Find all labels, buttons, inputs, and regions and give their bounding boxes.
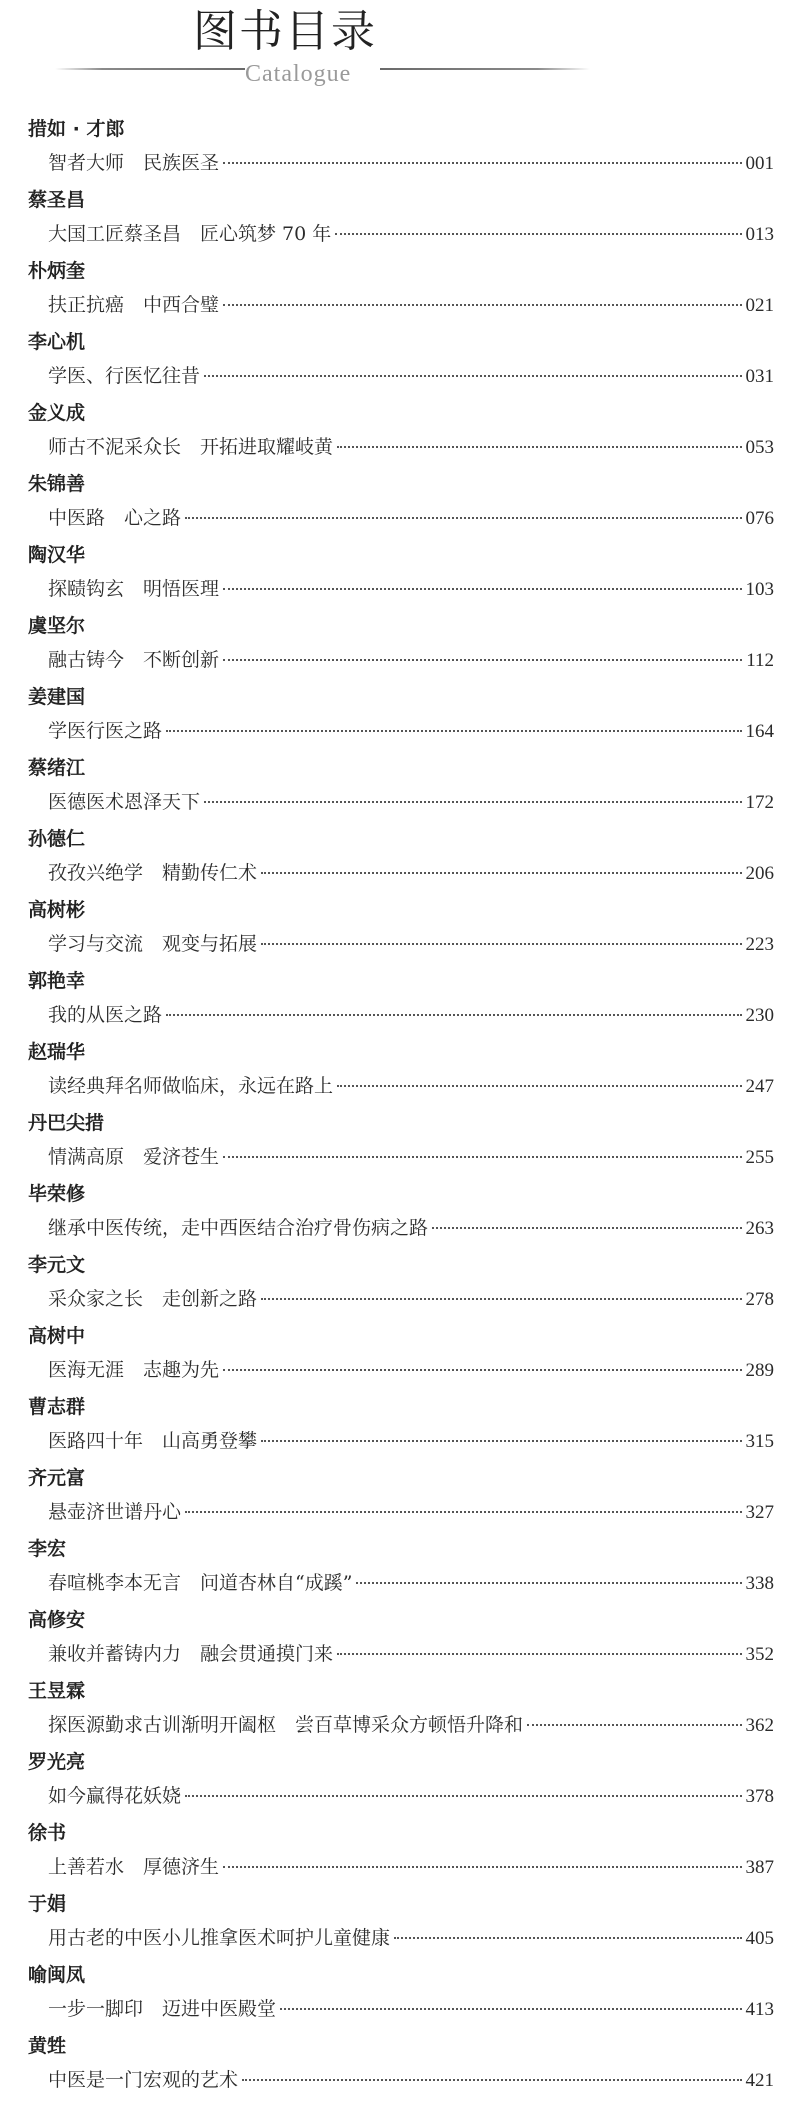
- toc-page-number: 031: [745, 366, 774, 387]
- toc-entry: [28, 1814, 778, 1885]
- toc-author: 高修安: [28, 1609, 86, 1631]
- toc-title-line[interactable]: [48, 1004, 774, 1028]
- toc-entry: [28, 962, 778, 1033]
- toc-author: 王昱霖: [28, 1680, 86, 1702]
- toc-title-line[interactable]: [48, 294, 774, 318]
- toc-entry: [28, 323, 778, 394]
- catalogue-header: [0, 0, 800, 110]
- toc-article-title: 智者大师 民族医圣: [48, 152, 220, 174]
- toc-title-line[interactable]: [48, 1288, 774, 1312]
- toc-entry: [28, 820, 778, 891]
- toc-page-number: 378: [745, 1786, 774, 1807]
- toc-dot-leader: [185, 1795, 741, 1797]
- toc-title-line[interactable]: [48, 1998, 774, 2022]
- toc-entry: [28, 607, 778, 678]
- toc-article-title: 中医路 心之路: [48, 507, 182, 529]
- toc-page-number: 413: [745, 1999, 774, 2020]
- toc-article-title: 医海无涯 志趣为先: [48, 1359, 220, 1381]
- toc-page-number: 172: [745, 792, 774, 813]
- toc-title-line[interactable]: [48, 720, 774, 744]
- toc-title-line[interactable]: [48, 1146, 774, 1170]
- toc-author: 徐书: [28, 1822, 67, 1844]
- toc-entry: [28, 1033, 778, 1104]
- toc-dot-leader: [356, 1582, 741, 1584]
- toc-author: 虞坚尔: [28, 615, 86, 637]
- toc-entry: [28, 465, 778, 536]
- toc-entry: [28, 2027, 778, 2098]
- toc-page-number: 421: [745, 2070, 774, 2091]
- toc-article-title: 用古老的中医小儿推拿医术呵护儿童健康: [48, 1927, 391, 1949]
- header-rule-right: [380, 68, 590, 70]
- toc-entry: [28, 181, 778, 252]
- toc-author: 朴炳奎: [28, 260, 86, 282]
- toc-page-number: 278: [745, 1289, 774, 1310]
- toc-entry: [28, 1672, 778, 1743]
- toc-author: 黄甡: [28, 2035, 67, 2057]
- toc-page-number: 255: [745, 1147, 774, 1168]
- toc-title-line[interactable]: [48, 1785, 774, 1809]
- toc-dot-leader: [261, 872, 741, 874]
- toc-author: 曹志群: [28, 1396, 86, 1418]
- toc-dot-leader: [223, 659, 742, 661]
- toc-title-line[interactable]: [48, 2069, 774, 2093]
- toc-article-title: 采众家之长 走创新之路: [48, 1288, 258, 1310]
- toc-entry: [28, 678, 778, 749]
- toc-entry: [28, 1246, 778, 1317]
- toc-article-title: 师古不泥采众长 开拓进取耀岐黄: [48, 436, 334, 458]
- toc-title-line[interactable]: [48, 1856, 774, 1880]
- toc-article-title: 悬壶济世谱丹心: [48, 1501, 182, 1523]
- toc-dot-leader: [223, 588, 741, 590]
- toc-dot-leader: [223, 1866, 741, 1868]
- toc-entry: [28, 394, 778, 465]
- toc-entry: [28, 252, 778, 323]
- toc-article-title: 探医源勤求古训渐明开阖枢 尝百草博采众方顿悟升降和: [48, 1714, 524, 1736]
- toc-entry: [28, 536, 778, 607]
- toc-title-line[interactable]: [48, 1927, 774, 1951]
- toc-dot-leader: [223, 1369, 741, 1371]
- page-subtitle: Catalogue: [245, 61, 352, 87]
- toc-dot-leader: [280, 2008, 741, 2010]
- toc-article-title: 学习与交流 观变与拓展: [48, 933, 258, 955]
- toc-dot-leader: [242, 2079, 741, 2081]
- toc-page-number: 076: [745, 508, 774, 529]
- toc-page-number: 263: [745, 1218, 774, 1239]
- toc-title-line[interactable]: [48, 933, 774, 957]
- toc-page-number: 362: [745, 1715, 774, 1736]
- toc-dot-leader: [337, 1653, 741, 1655]
- toc-dot-leader: [335, 233, 741, 235]
- toc-page-number: 289: [745, 1360, 774, 1381]
- toc-dot-leader: [432, 1227, 741, 1229]
- toc-author: 姜建国: [28, 686, 86, 708]
- toc-dot-leader: [394, 1937, 741, 1939]
- toc-author: 喻闽凤: [28, 1964, 86, 1986]
- toc-dot-leader: [527, 1724, 741, 1726]
- toc-title-line[interactable]: [48, 1075, 774, 1099]
- toc-article-title: 孜孜兴绝学 精勤传仁术: [48, 862, 258, 884]
- toc-title-line[interactable]: [48, 578, 774, 602]
- toc-dot-leader: [185, 517, 741, 519]
- toc-dot-leader: [223, 162, 741, 164]
- toc-entry: [28, 1530, 778, 1601]
- toc-page-number: 206: [745, 863, 774, 884]
- toc-article-title: 继承中医传统，走中西医结合治疗骨伤病之路: [48, 1217, 429, 1239]
- toc-page-number: 338: [745, 1573, 774, 1594]
- toc-title-line[interactable]: [48, 365, 774, 389]
- toc-author: 蔡圣昌: [28, 189, 86, 211]
- toc-title-line[interactable]: [48, 791, 774, 815]
- toc-title-line[interactable]: [48, 1359, 774, 1383]
- toc-article-title: 融古铸今 不断创新: [48, 649, 220, 671]
- toc-page-number: 405: [745, 1928, 774, 1949]
- toc-article-title: 学医、行医忆往昔: [48, 365, 201, 387]
- toc-title-line[interactable]: [48, 152, 774, 176]
- toc-article-title: 学医行医之路: [48, 720, 163, 742]
- toc-title-line[interactable]: [48, 507, 774, 531]
- toc-title-line[interactable]: [48, 1572, 774, 1596]
- toc-title-line[interactable]: [48, 223, 774, 247]
- toc-title-line[interactable]: [48, 436, 774, 460]
- toc-page-number: 013: [745, 224, 774, 245]
- toc-page-number: 223: [745, 934, 774, 955]
- toc-author: 孙德仁: [28, 828, 86, 850]
- page-title: 图书目录: [193, 6, 377, 57]
- toc-dot-leader: [223, 304, 741, 306]
- toc-title-line[interactable]: [48, 1501, 774, 1525]
- toc-author: 毕荣修: [28, 1183, 86, 1205]
- toc-article-title: 我的从医之路: [48, 1004, 163, 1026]
- toc-entry: [28, 1601, 778, 1672]
- toc-title-line[interactable]: [48, 649, 774, 673]
- toc-author: 蔡绪江: [28, 757, 86, 779]
- toc-author: 李元文: [28, 1254, 86, 1276]
- toc-title-line[interactable]: [48, 1217, 774, 1241]
- toc-article-title: 扶正抗癌 中西合璧: [48, 294, 220, 316]
- toc-author: 高树彬: [28, 899, 86, 921]
- toc-article-title: 一步一脚印 迈进中医殿堂: [48, 1998, 277, 2020]
- toc-author: 丹巴尖措: [28, 1112, 105, 1134]
- toc-title-line[interactable]: [48, 1430, 774, 1454]
- toc-entry: [28, 1956, 778, 2027]
- toc-author: 李心机: [28, 331, 86, 353]
- toc-entry: [28, 1743, 778, 1814]
- toc-dot-leader: [337, 1085, 741, 1087]
- toc-author: 李宏: [28, 1538, 67, 1560]
- toc-article-title: 医路四十年 山高勇登攀: [48, 1430, 258, 1452]
- toc-author: 措如 · 才郎: [28, 118, 125, 140]
- toc-article-title: 读经典拜名师做临床，永远在路上: [48, 1075, 334, 1097]
- toc-author: 于娟: [28, 1893, 67, 1915]
- toc-page-number: 103: [745, 579, 774, 600]
- toc-article-title: 如今赢得花妖娆: [48, 1785, 182, 1807]
- toc-page-number: 053: [745, 437, 774, 458]
- toc-dot-leader: [261, 1298, 741, 1300]
- toc-entry: [28, 891, 778, 962]
- toc-author: 高树中: [28, 1325, 86, 1347]
- toc-article-title: 春喧桃李本无言 问道杏林自“成蹊”: [48, 1572, 353, 1594]
- toc-dot-leader: [166, 1014, 741, 1016]
- toc-article-title: 情满高原 爱济苍生: [48, 1146, 220, 1168]
- toc-dot-leader: [185, 1511, 741, 1513]
- toc-entry: [28, 1459, 778, 1530]
- toc-author: 赵瑞华: [28, 1041, 86, 1063]
- toc-entry: [28, 1175, 778, 1246]
- toc-page-number: 387: [745, 1857, 774, 1878]
- table-of-contents: [28, 110, 778, 2098]
- toc-dot-leader: [261, 1440, 741, 1442]
- toc-article-title: 探赜钩玄 明悟医理: [48, 578, 220, 600]
- toc-article-title: 大国工匠蔡圣昌 匠心筑梦 70 年: [48, 223, 332, 245]
- toc-entry: [28, 1388, 778, 1459]
- toc-page-number: 315: [745, 1431, 774, 1452]
- toc-entry: [28, 1104, 778, 1175]
- toc-article-title: 医德医术恩泽天下: [48, 791, 201, 813]
- toc-entry: [28, 1317, 778, 1388]
- toc-entry: [28, 110, 778, 181]
- toc-dot-leader: [204, 801, 741, 803]
- toc-page-number: 112: [746, 650, 774, 671]
- toc-page-number: 001: [745, 153, 774, 174]
- header-rule-left: [55, 68, 245, 70]
- toc-dot-leader: [166, 730, 741, 732]
- toc-author: 齐元富: [28, 1467, 86, 1489]
- toc-author: 郭艳幸: [28, 970, 86, 992]
- toc-author: 金义成: [28, 402, 86, 424]
- toc-page-number: 230: [745, 1005, 774, 1026]
- toc-dot-leader: [261, 943, 741, 945]
- toc-author: 陶汉华: [28, 544, 86, 566]
- toc-article-title: 中医是一门宏观的艺术: [48, 2069, 239, 2091]
- toc-page-number: 352: [745, 1644, 774, 1665]
- toc-page-number: 327: [745, 1502, 774, 1523]
- toc-page-number: 021: [745, 295, 774, 316]
- toc-dot-leader: [223, 1156, 741, 1158]
- toc-author: 罗光亮: [28, 1751, 86, 1773]
- toc-title-line[interactable]: [48, 862, 774, 886]
- toc-page-number: 247: [745, 1076, 774, 1097]
- toc-page-number: 164: [745, 721, 774, 742]
- toc-entry: [28, 1885, 778, 1956]
- toc-article-title: 兼收并蓄铸内力 融会贯通摸门来: [48, 1643, 334, 1665]
- toc-title-line[interactable]: [48, 1643, 774, 1667]
- toc-title-line[interactable]: [48, 1714, 774, 1738]
- toc-dot-leader: [204, 375, 741, 377]
- toc-entry: [28, 749, 778, 820]
- toc-article-title: 上善若水 厚德济生: [48, 1856, 220, 1878]
- toc-dot-leader: [337, 446, 741, 448]
- toc-author: 朱锦善: [28, 473, 86, 495]
